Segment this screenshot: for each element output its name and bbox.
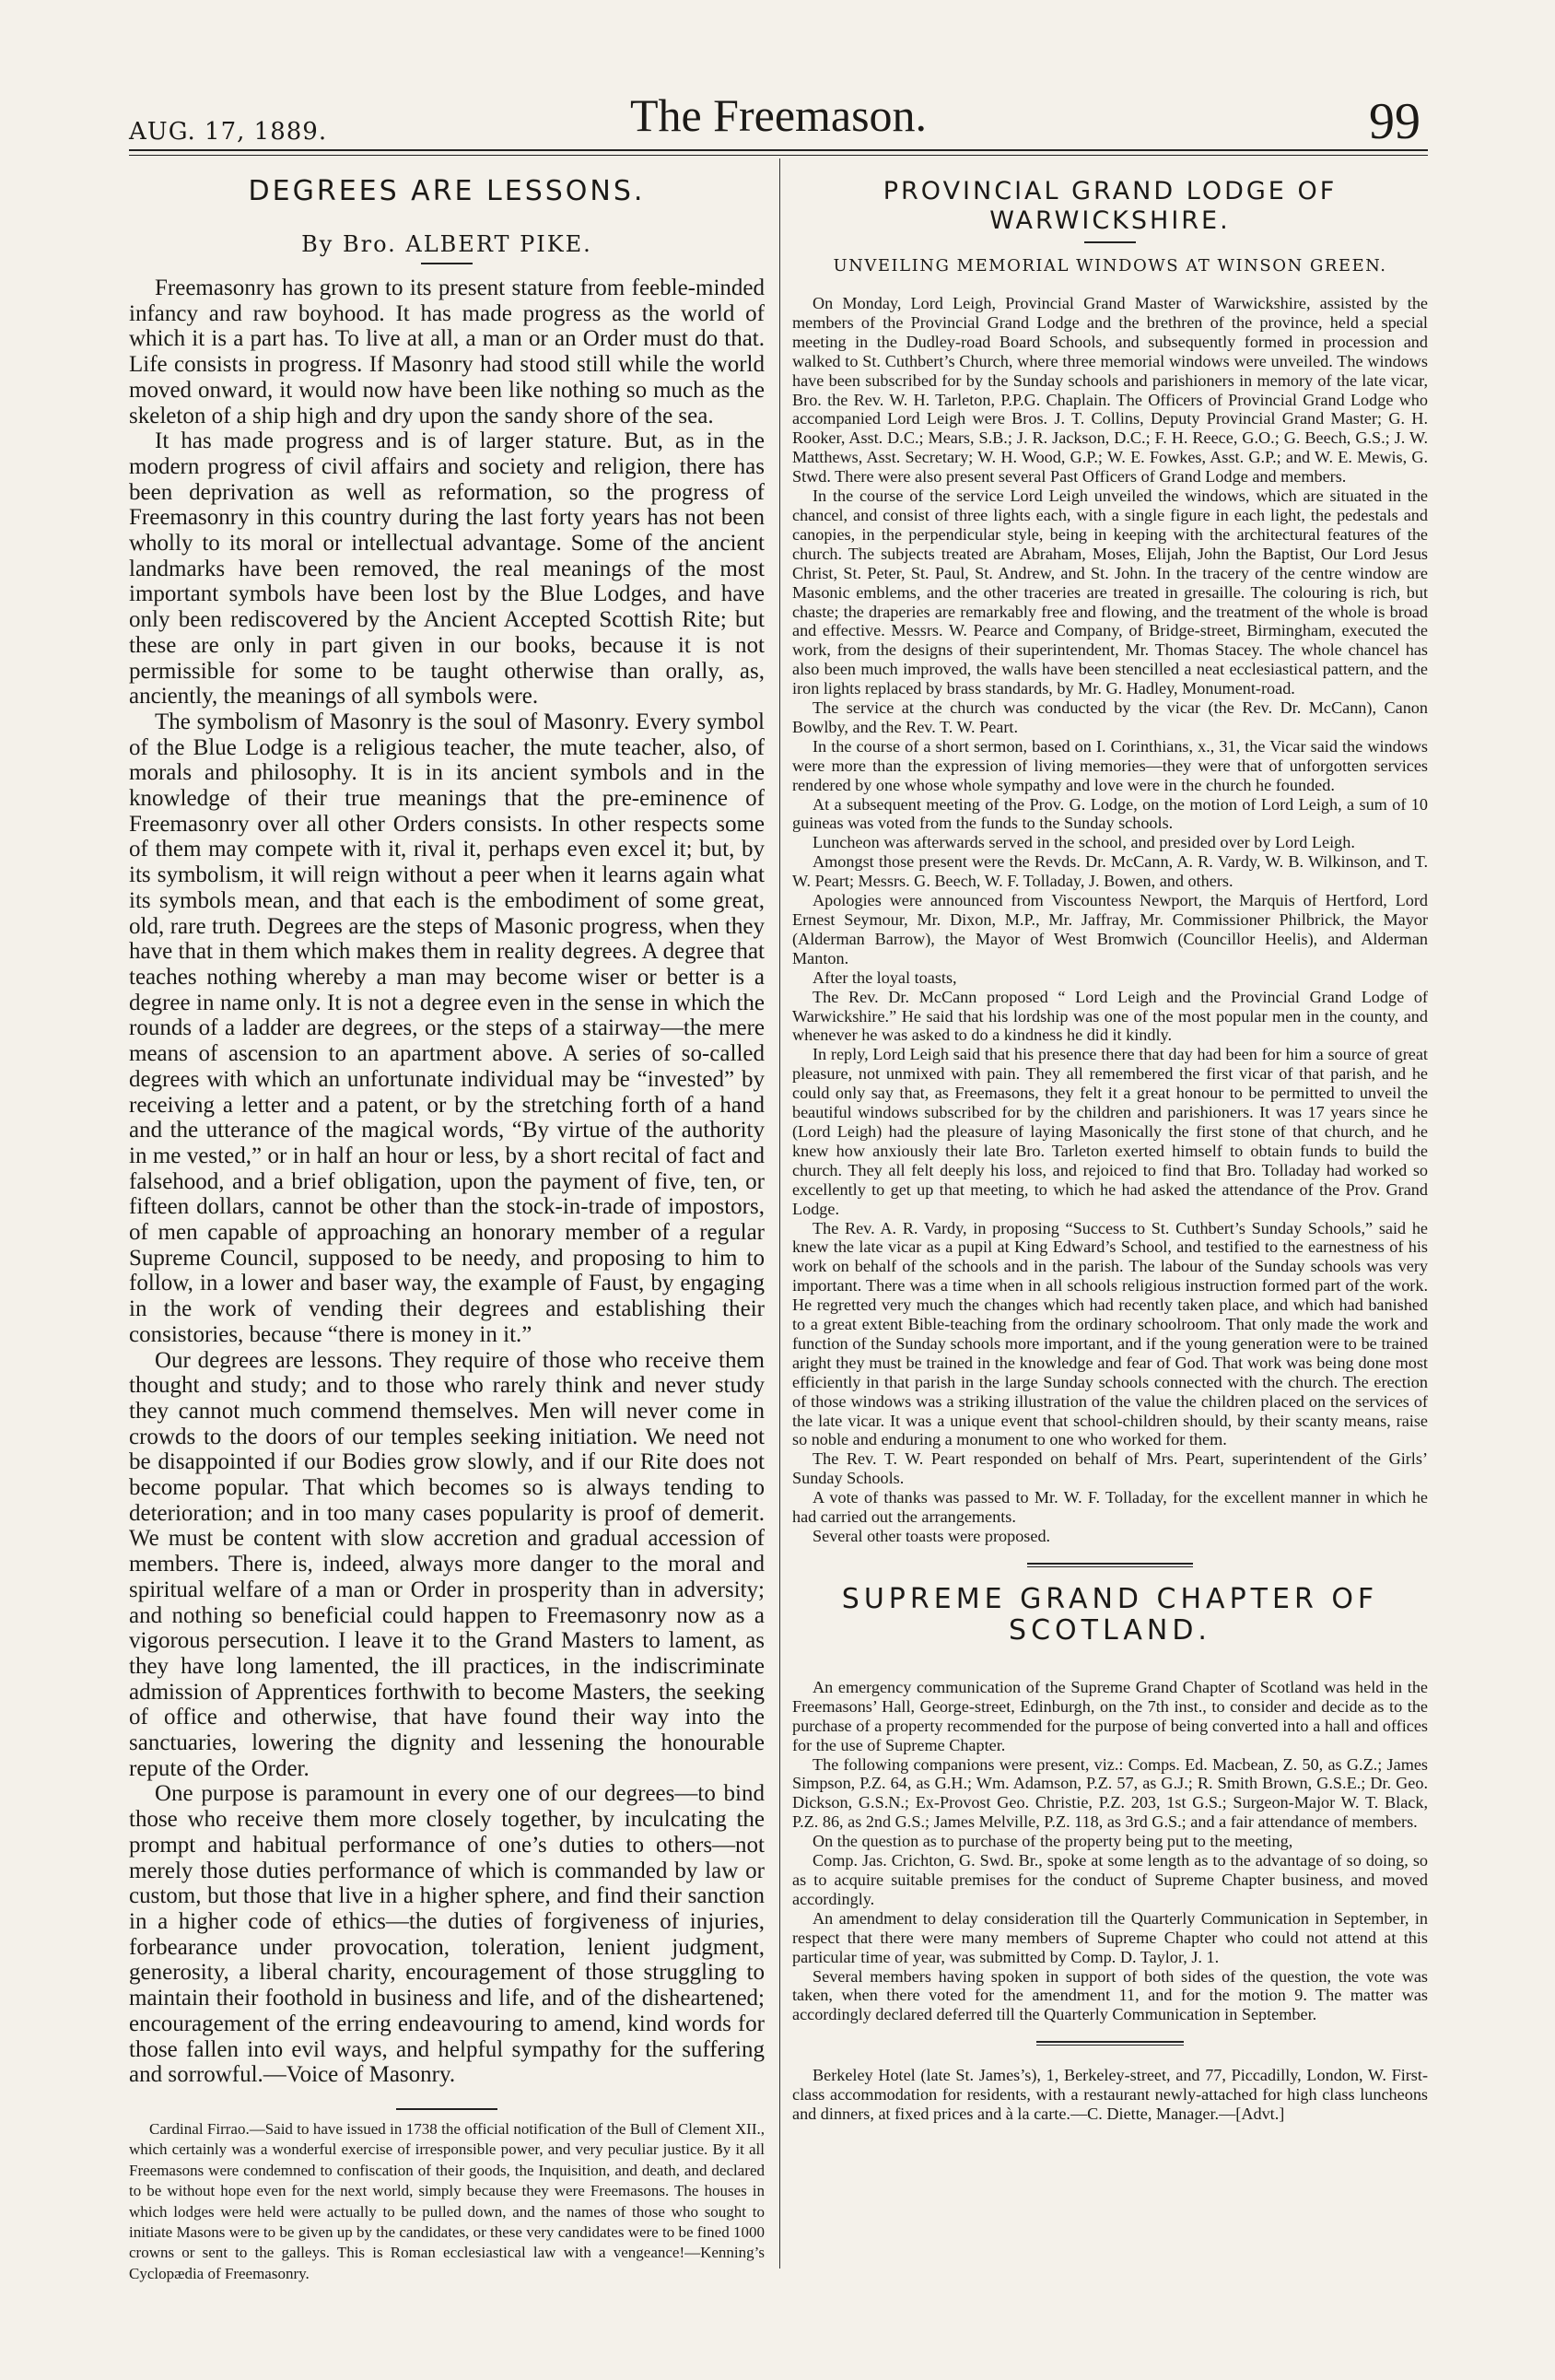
paragraph: One purpose is paramount in every one of our degrees—to bind those who receive them more closely together, by inculcating the prompt and habitual performance of one’s duties to others—not merely those duties performance of which is commanded by law or custom, but those that live in a higher sphere, and find their sanction in a higher code of ethics—the duties of forgiveness of injuries, forbearance under provocation, toleration, lenient judgment, generosity, a liberal charity, encouragement of those struggling to maintain their foothold in business and life, and of the disheartened; encouragement of the erring endeavouring to amend, kind words for those fallen into evil ways, and helpful sympathy for the suffering and sorrowful.—Voice of Masonry. [129,1781,765,2088]
paragraph: Comp. Jas. Crichton, G. Swd. Br., spoke at some length as to the advantage of so doing, so as to acquire suitable premises for the conduct of Supreme Chapter business, and moved accordingly. [792,1851,1428,1908]
newspaper-title: The Freemason. [629,89,928,141]
right-column [792,162,1428,2124]
paragraph: Our degrees are lessons. They require of those who receive them thought and study; and to those who rarely think and never study they cannot much commend themselves. Men will never come in crowds to the doors of our temples seeking initiation. We need not be disappointed if our Bodies grow slowly, and if our Rite does not become popular. That which becomes so is always tending to deterioration; and in too many cases popularity is proof of demerit. We must be content with slow accretion and gradual accession of members. There is, indeed, always more danger to the moral and spiritual welfare of a man or Order in prosperity than in adversity; and nothing so beneficial could happen to Freemasonry now as a vigorous persecution. I leave it to the Grand Masters to lament, as they have long lamented, the ill practices, in the indiscriminate admission of Apprentices forthwith to become Masters, the seeking of office and otherwise, that have found their way into the sanctuaries, lowering the dignity and lessening the honourable repute of the Order. [129,1347,765,1781]
paragraph: After the loyal toasts, [813,967,957,987]
issue-date: AUG. 17, 1889. [129,118,328,146]
paragraph: The following companions were present, viz.: Comps. Ed. Macbean, Z. 50, as G.Z.; James Simpson, P.Z. 64, as G.H.; Wm. Adamson, P.Z. 57, as G.J.; R. Smith Brown, G.S.E.; Dr. Geo. Dickson, G.S.N.; Ex-Provost Geo. Christie, P.Z. 203, 1st G.S.; Surgeon-Major W. T. Black, P.Z. 86, as 2nd G.S.; James Melville, P.Z. 118, as 3rd G.S.; and a fair attendance of members. [792,1754,1428,1832]
paragraph: The Rev. Dr. McCann proposed “ Lord Leigh and the Provincial Grand Lodge of Warwickshire.” He said that his lordship was one of the most popular men in the county, and whenever he was asked to do a kindness he did it kindly. [792,987,1428,1045]
footnote-rule [396,2108,497,2110]
footnote-cardinal-firrao: Cardinal Firrao.—Said to have issued in 1738 the official notification of the Bull of Clement XII., which certainly was a wonderful exercise of irresponsible power, and very peculiar justice. By it all Freemasons were condemned to confiscation of their goods, the Inquisition, and death, and declared to be without hope even for the next world, simply because they were Freemasons. The houses in which lodges were held were actually to be pulled down, and the names of those who sought to initiate Masons were to be given up by the candidates, or these very candidates were to be fined 1000 crowns or sent to the galleys. This is Roman ecclesiastical law with a vengeance!—Kenning’s Cyclopædia of Freemasonry. [129,2119,765,2282]
header-rule [129,149,1428,156]
article-body-degrees [129,276,765,2088]
paragraph: On Monday, Lord Leigh, Provincial Grand Master of Warwickshire, assisted by the members of the Provincial Grand Lodge and the brethren of the province, held a special meeting in the Dudley-road Board Schools, and subsequently formed in procession and walked to St. Cuthbert’s Church, where three memorial windows were unveiled. The windows have been subscribed for by the Sunday schools and parishioners in memory of the late vicar, Bro. the Rev. W. H. Tarleton, P.P.G. Chaplain. The Officers of Provincial Grand Lodge who accompanied Lord Leigh were Bros. J. T. Collins, Deputy Provincial Grand Master; G. H. Rooker, Asst. D.C.; Mears, S.B.; J. R. Jackson, D.C.; F. H. Reece, G.O.; G. Beech, G.S.; J. W. Matthews, Asst. Secretary; W. H. Wood, G.P.; W. E. Fowkes, Asst. G.P.; and W. E. Mewis, G. Stwd. There were also present several Past Officers of Grand Lodge and members. [792,294,1428,487]
advertisement-berkeley-hotel [792,2066,1428,2124]
paragraph: Several other toasts were proposed. [813,1527,1051,1545]
left-column [129,162,765,2284]
page-number: 99 [1369,93,1421,150]
article-title-scotland: SUPREME GRAND CHAPTER OF SCOTLAND. [841,1582,1379,1647]
paragraph: Luncheon was afterwards served in the school, and presided over by Lord Leigh. [813,833,1355,852]
paragraph: A vote of thanks was passed to Mr. W. F. Tolladay, for the excellent manner in which he had carried out the arrangements. [792,1488,1428,1527]
paragraph: Several members having spoken in support of both sides of the question, the vote was taken, when there voted for the amendment 11, and for the motion 9. The matter was accordingly declared deferred till the Quarterly Communication in September. [792,1966,1428,2024]
article-subtitle: UNVEILING MEMORIAL WINDOWS AT WINSON GREEN. [833,256,1387,276]
paragraph: Apologies were announced from Viscountess Newport, the Marquis of Hertford, Lord Ernest Seymour, Mr. Dixon, M.P., Mr. Jaffray, Mr. Commissioner Philbrick, the Mayor (Alderman Barrow), the Mayor of West Bromwich (Councillor Heelis), and Alderman Manton. [792,891,1428,967]
title-rule [1084,241,1136,243]
paragraph: Amongst those present were the Revds. Dr. McCann, A. R. Vardy, W. B. Wilkinson, and T. W. Peart; Messrs. G. Beech, W. F. Tolladay, J. Bowen, and others. [792,852,1428,891]
paragraph: Freemasonry has grown to its present stature from feeble-minded infancy and raw boyhood. It has made progress as the world of which it is a part has. To live at all, a man or an Order must do that. Life consists in progress. If Masonry had stood still while the world moved onward, it would now have been like nothing so much as the skeleton of a ship high and dry upon the sandy shore of the sea. [129,276,765,428]
paragraph: In the course of the service Lord Leigh unveiled the windows, which are situated in the chancel, and consist of three lights each, with a single figure in each light, the pedestals and canopies, in the perpendicular style, being in keeping with the architectural features of the church. The subjects treated are Abraham, Moses, Elijah, John the Baptist, Our Lord Jesus Christ, St. Peter, St. Paul, St. Andrew, and St. John. In the tracery of the centre window are Masonic emblems, and the other traceries are treated in gresaille. The colouring is rich, but chaste; the draperies are remarkably free and flowing, and the treatment of the whole is broad and effective. Messrs. W. Pearce and Company, of Bridge-street, Birmingham, executed the work, from the designs of their superintendent, Mr. Thomas Stacey. The whole chancel has also been much improved, the walls have been stencilled a neat ecclesiastical pattern, and the iron lights replaced by brass standards, by Mr. G. Hadley, Monument-road. [792,487,1428,698]
paragraph: On the question as to purchase of the property being put to the meeting, [813,1832,1293,1851]
article-title-degrees: DEGREES ARE LESSONS. [248,175,646,207]
column-divider [779,158,780,2269]
paragraph: The symbolism of Masonry is the soul of Masonry. Every symbol of the Blue Lodge is a religious teacher, the mute teacher, also, of morals and philosophy. It is in its ancient symbols and in the knowledge of their true meanings that the pre-eminence of Freemasonry over all other Orders consists. In other respects some of them may compete with it, rival it, perhaps even excel it; but, by its symbolism, it will reign without a peer when it learns again what its symbols mean, and that each is the embodiment of some great, old, rare truth. Degrees are the steps of Masonic progress, when they have that in them which makes them in reality degrees. A degree that teaches nothing whereby a man may become wiser or better is a degree in name only. It is not a degree even in the sense in which the rounds of a ladder are degrees, or the steps of a stairway—the mere means of ascension to an apartment above. A series of so-called degrees with which an unfortunate individual may be “invested” by receiving a letter and a patent, or by the stretching forth of a hand and the utterance of the magical words, “By virtue of the authority in me vested,” or in half an hour or less, by a short recital of fact and falsehood, and a brief obligation, upon the payment of five, ten, or fifteen dollars, cannot be other than the stock-in-trade of impostors, of men capable of approaching an honorary member of a regular Supreme Council, supposed to be needy, and proposing to him to follow, in a lower and baser way, the example of Faust, by engaging in the work of vending their degrees and establishing their consistories, because “there is money in it.” [129,709,765,1347]
paragraph: It has made progress and is of larger stature. But, as in the modern progress of civil affairs and society and religion, there has been deprivation as well as reformation, so the progress of Freemasonry in this country during the last forty years has not been wholly to its moral or intellectual advantage. Some of the ancient landmarks have been removed, the real meanings of the most important symbols have been lost by the Blue Lodges, and have only been rediscovered by the Ancient Accepted Scottish Rite; but these are only in part given in our books, because it is not permissible for some to be taught otherwise than orally, as, anciently, the meanings of all symbols were. [129,428,765,709]
paragraph: The Rev. T. W. Peart responded on behalf of Mrs. Peart, superintendent of the Girls’ Sunday Schools. [792,1449,1428,1488]
paragraph: At a subsequent meeting of the Prov. G. Lodge, on the motion of Lord Leigh, a sum of 10 guineas was voted from the funds to the Sunday schools. [792,794,1428,833]
advert-text: Berkeley Hotel (late St. James’s), 1, Berkeley-street, and 77, Piccadilly, London, W. First-class accommodation for residents, with a restaurant newly-attached for high class luncheons and dinners, at fixed prices and à la carte.—C. Diette, Manager.—[Advt.] [792,2066,1428,2124]
advert-separator [1036,2041,1184,2046]
paragraph: The Rev. A. R. Vardy, in proposing “Success to St. Cuthbert’s Sunday Schools,” said he knew the late vicar as a pupil at King Edward’s School, and testified to the earnestness of his work on behalf of the schools and in the parish. The labour of the Sunday schools was very important. There was a time when in all schools religious instruction formed part of the work. He regretted very much the changes which had recently taken place, and which had banished to a great extent Bible-teaching from the ordinary schoolroom. That only made the work and function of the Sunday schools more important, and if the young generation were to be trained aright they must be trained in the knowledge and fear of God. That work was being done most efficiently in that parish in the large Sunday schools connected with the church. The erection of those windows was a striking illustration of the value the children placed on the services of the late vicar. It was a unique event that school-children should, by their scanty means, raise so noble and enduring a monument to one who worked for them. [792,1218,1428,1449]
byline-rule [421,263,473,264]
paragraph: An emergency communication of the Supreme Grand Chapter of Scotland was held in the Freemasons’ Hall, George-street, Edinburgh, on the 7th inst., to consider and decide as to the purchase of a property recommended for the purpose of being converted into a hall and offices for the use of Supreme Chapter. [792,1677,1428,1754]
byline: By Bro. ALBERT PIKE. [301,231,592,257]
paragraph: An amendment to delay consideration till the Quarterly Communication in September, in respect that there were many members of Supreme Chapter who could not attend at this particular time of year, was submitted by Comp. D. Taylor, J. 1. [792,1908,1428,1966]
masthead [129,85,1428,151]
section-separator [1027,1563,1193,1567]
article-body-warwickshire [792,294,1428,1546]
paragraph: In the course of a short sermon, based on I. Corinthians, x., 31, the Vicar said the windows were more than the expression of living memories—they were that of unforgotten services rendered by one whose whole sympathy and love were in the church he founded. [792,736,1428,794]
paragraph: The service at the church was conducted by the vicar (the Rev. Dr. McCann), Canon Bowlby, and the Rev. T. W. Peart. [792,698,1428,736]
article-body-scotland [792,1678,1428,2024]
paragraph: In reply, Lord Leigh said that his presence there that day had been for him a source of great pleasure, not unmixed with pain. They all remembered the first vicar of that parish, and he could only say that, as Freemasons, they felt it a great honour to be permitted to unveil the beautiful windows subscribed for by the children and parishioners. It was 17 years since he (Lord Leigh) had the pleasure of laying Masonically the first stone of that church, and he knew how anxiously their late Bro. Tarleton exerted himself to obtain funds to build the church. They all felt deeply his loss, and rejoiced to find that Bro. Tolladay had worked so excellently to get up that meeting, to which he had asked the attendance of the Prov. Grand Lodge. [792,1045,1428,1218]
article-title-warwickshire: PROVINCIAL GRAND LODGE OF WARWICKSHIRE. [883,177,1338,235]
